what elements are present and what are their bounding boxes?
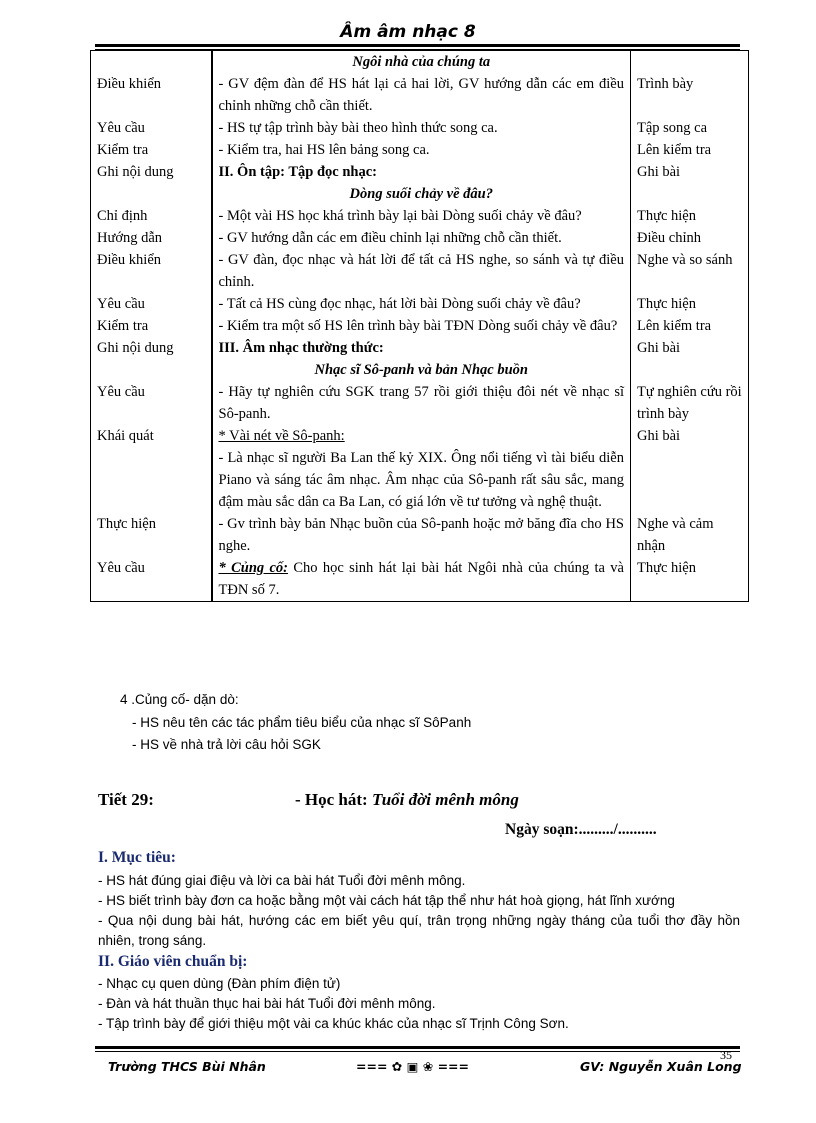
content-title: Nhạc sĩ Sô-panh và bản Nhạc buồn: [314, 362, 528, 378]
student-cell: Nghe và so sánh: [631, 249, 749, 293]
activity-cell: Yêu cầu: [91, 293, 212, 315]
table-row: [91, 293, 749, 315]
activity-cell: Ghi nội dung: [91, 337, 212, 359]
table-row: [91, 227, 749, 249]
student-cell: [631, 359, 749, 381]
content-cell: [212, 183, 631, 205]
table-row: [91, 249, 749, 293]
activity-cell: Kiểm tra: [91, 315, 212, 337]
student-cell: Thực hiện: [631, 557, 749, 602]
table-row: [91, 117, 749, 139]
footer-rule-thin: [95, 1051, 740, 1052]
table-row: [91, 557, 749, 602]
content-text: [219, 73, 625, 117]
content-cell: [212, 117, 631, 139]
review-item: - HS nêu tên các tác phẩm tiêu biểu của nhạc sĩ SôPanh: [132, 715, 472, 730]
content-body: - HS tự tập trình bày bài theo hình thức song ca.: [218, 120, 498, 136]
student-cell: Tự nghiên cứu rồi trình bày: [631, 381, 749, 425]
student-cell: Ghi bài: [631, 337, 749, 359]
prep-item: - Đàn và hát thuần thục hai bài hát Tuổi đời mênh mông.: [98, 996, 436, 1011]
content-cell: [212, 315, 631, 337]
section-title: III. Âm nhạc thường thức:: [218, 340, 384, 356]
content-body: - GV hướng dẫn các em điều chỉnh lại những chỗ cần thiết.: [218, 230, 562, 246]
activity-cell: Hướng dẫn: [91, 227, 212, 249]
content-cell: [212, 513, 631, 557]
table-row: [91, 139, 749, 161]
student-cell: [631, 51, 749, 74]
prep-item: - Nhạc cụ quen dùng (Đàn phím điện tử): [98, 976, 341, 991]
content-cell: [212, 425, 631, 513]
content-body: - Gv trình bày bản Nhạc buồn của Sô-panh hoặc mở băng đĩa cho HS nghe.: [218, 516, 624, 554]
student-cell: Ghi bài: [631, 425, 749, 513]
objective-item: - HS hát đúng giai điệu và lời ca bài hát Tuổi đời mênh mông.: [98, 873, 466, 888]
prep-item: - Tập trình bày để giới thiệu một vài ca khúc khác của nhạc sĩ Trịnh Công Sơn.: [98, 1016, 569, 1031]
lesson-table: [90, 50, 749, 602]
subheading: * Vài nét về Sô-panh:: [218, 428, 345, 444]
content-body: - Một vài HS học khá trình bày lại bài Dòng suối chảy về đâu?: [218, 208, 582, 224]
student-cell: Thực hiện: [631, 205, 749, 227]
content-text: [219, 117, 625, 139]
objective-item: - HS biết trình bày đơn ca hoặc bằng một vài cách hát tập thể như hát hoà giọng, hát lĩnh xướng: [98, 893, 675, 908]
content-title: Ngôi nhà của chúng ta: [352, 54, 491, 70]
song-title: Tuổi đời mênh mông: [371, 790, 519, 809]
prep-date: Ngày soạn:........./..........: [505, 821, 657, 838]
content-cell: [212, 73, 631, 117]
section-title: II. Ôn tập: Tập đọc nhạc:: [218, 164, 377, 180]
lesson-title: [295, 790, 519, 810]
content-text: [219, 293, 625, 315]
student-cell: Trình bày: [631, 73, 749, 117]
content-cell: [212, 293, 631, 315]
footer-teacher: GV: Nguyễn Xuân Long: [580, 1059, 742, 1074]
content-cell: [212, 51, 631, 74]
student-cell: Ghi bài: [631, 161, 749, 183]
student-cell: Nghe và cảm nhận: [631, 513, 749, 557]
activity-cell: [91, 359, 212, 381]
content-text: [219, 249, 625, 293]
footer-ornament: === ✿ ▣ ❀ ===: [356, 1059, 470, 1074]
content-title: Dòng suối chảy về đâu?: [349, 186, 493, 202]
table-row: [91, 381, 749, 425]
table-row: [91, 161, 749, 183]
student-cell: [631, 183, 749, 205]
table-row: [91, 359, 749, 381]
content-body: Cho học sinh hát lại bài hát Ngôi nhà của chúng ta và TĐN số 7.: [218, 560, 624, 598]
activity-cell: Chỉ định: [91, 205, 212, 227]
student-cell: Thực hiện: [631, 293, 749, 315]
activity-cell: Điều khiển: [91, 73, 212, 117]
content-cell: [212, 249, 631, 293]
objective-item: - Qua nội dung bài hát, hướng các em biết yêu quí, trân trọng những ngày tháng của tuổi thơ đầy hồn nhiên, trong sáng.: [98, 913, 740, 948]
table-row: [91, 337, 749, 359]
content-cell: [212, 139, 631, 161]
activity-cell: Yêu cầu: [91, 557, 212, 602]
table-row: [91, 205, 749, 227]
content-text: [219, 315, 625, 337]
content-text: [219, 447, 625, 513]
table-row: [91, 183, 749, 205]
content-body: - Tất cả HS cùng đọc nhạc, hát lời bài Dòng suối chảy về đâu?: [218, 296, 581, 312]
student-cell: Lên kiểm tra: [631, 139, 749, 161]
activity-cell: Điều khiển: [91, 249, 212, 293]
table-row: [91, 51, 749, 74]
content-body: - Kiểm tra một số HS lên trình bày bài TĐN Dòng suối chảy về đâu?: [218, 318, 618, 334]
review-heading: 4 .Củng cố- dặn dò:: [120, 692, 239, 707]
content-body: - Là nhạc sĩ người Ba Lan thế kỷ XIX. Ông nổi tiếng vì tài biểu diễn Piano và sáng tác âm nhạc. Âm nhạc của Sô-panh rất sâu sắc, mang đậm màu sắc dân ca Ba Lan, có giá lớn về tư tưởng và nghệ thuật.: [218, 450, 624, 510]
content-text: [219, 139, 625, 161]
table-row: [91, 513, 749, 557]
header-rule: [95, 44, 740, 47]
content-text: [219, 205, 625, 227]
activity-cell: [91, 51, 212, 74]
content-cell: [212, 205, 631, 227]
lead-label: * Củng cố:: [218, 560, 288, 576]
content-body: - GV đàn, đọc nhạc và hát lời để tất cả HS nghe, so sánh và tự điều chỉnh.: [218, 252, 624, 290]
section-heading: I. Mục tiêu:: [98, 849, 176, 866]
activity-cell: [91, 183, 212, 205]
footer-rule: [95, 1046, 740, 1049]
student-cell: Điều chỉnh: [631, 227, 749, 249]
content-cell: [212, 161, 631, 183]
activity-cell: Thực hiện: [91, 513, 212, 557]
content-text: [219, 381, 625, 425]
page-number: 35: [720, 1048, 732, 1062]
content-text: [219, 557, 625, 601]
activity-cell: Yêu cầu: [91, 117, 212, 139]
lesson-label: - Học hát:: [295, 790, 372, 809]
table-row: [91, 315, 749, 337]
student-cell: Tập song ca: [631, 117, 749, 139]
footer-school: Trường THCS Bùi Nhân: [108, 1059, 266, 1074]
content-text: [219, 227, 625, 249]
lesson-number: Tiết 29:: [98, 790, 154, 809]
content-cell: [212, 337, 631, 359]
header-title: Âm âm nhạc 8: [340, 22, 476, 42]
table-row: [91, 425, 749, 513]
content-body: - Kiểm tra, hai HS lên bảng song ca.: [218, 142, 430, 158]
section-heading: II. Giáo viên chuẩn bị:: [98, 953, 248, 970]
activity-cell: Khái quát: [91, 425, 212, 513]
content-cell: [212, 557, 631, 602]
review-item: - HS về nhà trả lời câu hỏi SGK: [132, 737, 321, 752]
activity-cell: Kiểm tra: [91, 139, 212, 161]
content-cell: [212, 359, 631, 381]
content-body: - Hãy tự nghiên cứu SGK trang 57 rồi giới thiệu đôi nét về nhạc sĩ Sô-panh.: [218, 384, 624, 422]
activity-cell: Yêu cầu: [91, 381, 212, 425]
activity-cell: Ghi nội dung: [91, 161, 212, 183]
content-text: [219, 513, 625, 557]
table-row: [91, 73, 749, 117]
content-cell: [212, 381, 631, 425]
content-cell: [212, 227, 631, 249]
content-body: - GV đệm đàn để HS hát lại cả hai lời, GV hướng dẫn các em điều chỉnh những chỗ cần thiết.: [218, 76, 624, 114]
student-cell: Lên kiểm tra: [631, 315, 749, 337]
